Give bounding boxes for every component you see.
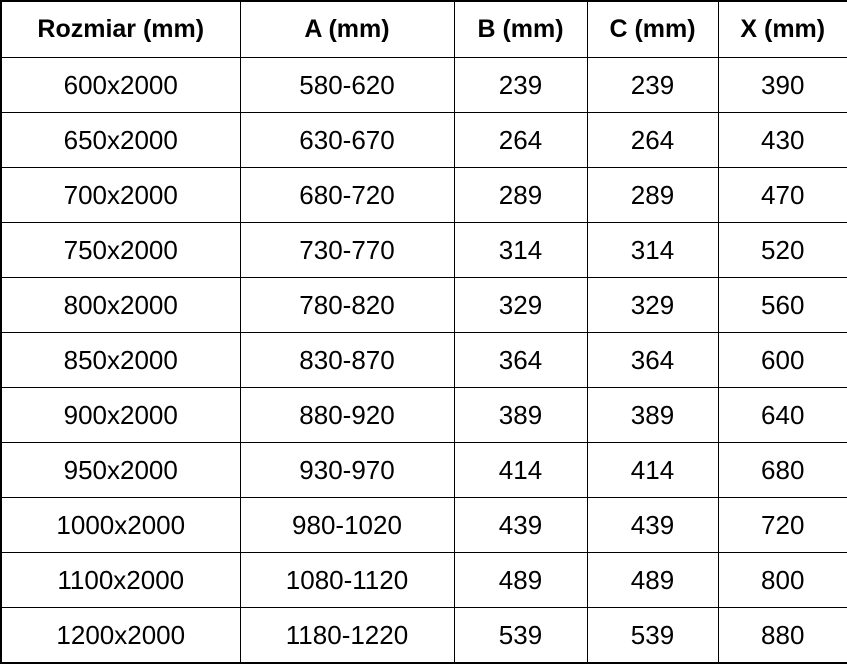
table-cell: 880-920	[240, 388, 454, 443]
column-header: B (mm)	[454, 1, 587, 58]
table-cell: 539	[454, 608, 587, 664]
table-row	[1, 443, 847, 498]
table-cell: 600x2000	[1, 58, 240, 113]
table-cell: 880	[718, 608, 847, 664]
table-cell: 364	[454, 333, 587, 388]
table-cell: 489	[587, 553, 718, 608]
table-row	[1, 223, 847, 278]
table-cell: 650x2000	[1, 113, 240, 168]
table-cell: 850x2000	[1, 333, 240, 388]
table-cell: 489	[454, 553, 587, 608]
table-cell: 520	[718, 223, 847, 278]
table-cell: 264	[454, 113, 587, 168]
table-row	[1, 333, 847, 388]
table-cell: 289	[454, 168, 587, 223]
table-cell: 930-970	[240, 443, 454, 498]
table-cell: 390	[718, 58, 847, 113]
table-body	[1, 58, 847, 664]
table-cell: 560	[718, 278, 847, 333]
table-cell: 950x2000	[1, 443, 240, 498]
table-cell: 439	[587, 498, 718, 553]
column-header: A (mm)	[240, 1, 454, 58]
table-cell: 680-720	[240, 168, 454, 223]
table-row	[1, 553, 847, 608]
table-cell: 264	[587, 113, 718, 168]
table-cell: 414	[454, 443, 587, 498]
table-cell: 314	[587, 223, 718, 278]
table-cell: 680	[718, 443, 847, 498]
table-row	[1, 58, 847, 113]
table-row	[1, 168, 847, 223]
table-cell: 289	[587, 168, 718, 223]
table-cell: 470	[718, 168, 847, 223]
table-cell: 314	[454, 223, 587, 278]
table-row	[1, 113, 847, 168]
table-cell: 630-670	[240, 113, 454, 168]
table-cell: 239	[587, 58, 718, 113]
table-cell: 1080-1120	[240, 553, 454, 608]
table-cell: 439	[454, 498, 587, 553]
table-cell: 430	[718, 113, 847, 168]
table-cell: 539	[587, 608, 718, 664]
table-cell: 1200x2000	[1, 608, 240, 664]
table-row	[1, 498, 847, 553]
table-cell: 414	[587, 443, 718, 498]
table-cell: 389	[587, 388, 718, 443]
header-row	[1, 1, 847, 58]
table-cell: 364	[587, 333, 718, 388]
table-cell: 800x2000	[1, 278, 240, 333]
table-cell: 800	[718, 553, 847, 608]
table-row	[1, 608, 847, 664]
table-cell: 1100x2000	[1, 553, 240, 608]
table-row	[1, 278, 847, 333]
table-cell: 900x2000	[1, 388, 240, 443]
table-cell: 389	[454, 388, 587, 443]
column-header: X (mm)	[718, 1, 847, 58]
table-cell: 700x2000	[1, 168, 240, 223]
table-cell: 580-620	[240, 58, 454, 113]
table-cell: 1180-1220	[240, 608, 454, 664]
table-cell: 600	[718, 333, 847, 388]
table-cell: 980-1020	[240, 498, 454, 553]
table-cell: 329	[454, 278, 587, 333]
table-cell: 720	[718, 498, 847, 553]
table-cell: 730-770	[240, 223, 454, 278]
table-cell: 830-870	[240, 333, 454, 388]
column-header: C (mm)	[587, 1, 718, 58]
column-header: Rozmiar (mm)	[1, 1, 240, 58]
table-cell: 1000x2000	[1, 498, 240, 553]
table-cell: 750x2000	[1, 223, 240, 278]
table-row	[1, 388, 847, 443]
table-cell: 640	[718, 388, 847, 443]
table-cell: 780-820	[240, 278, 454, 333]
table-cell: 239	[454, 58, 587, 113]
table-cell: 329	[587, 278, 718, 333]
